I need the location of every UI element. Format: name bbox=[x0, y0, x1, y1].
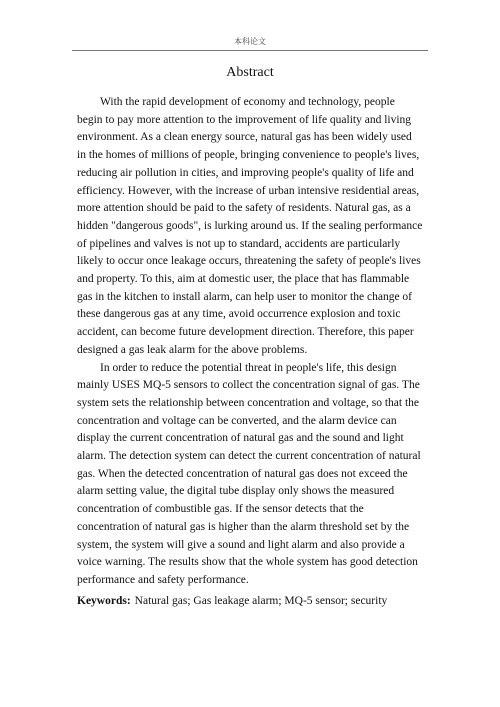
keywords-label: Keywords: bbox=[77, 595, 131, 607]
header-divider bbox=[72, 50, 428, 51]
abstract-paragraph-1: With the rapid development of economy and technology, people begin to pay more attention to the improvement of life quality and living environment. As a clean energy source, natural gas has been widely used in the homes of millions of people, bringing convenience to people's lives, reducing air pollution in cities, and improving people's quality of life and efficiency. However, with the increase of urban intensive residential areas, more attention should be paid to the safety of residents. Natural gas, as a hidden "dangerous goods", is lurking around us. If the sealing performance of pipelines and valves is not up to standard, accidents are particularly likely to occur once leakage occurs, threatening the safety of people's lives and property. To this, aim at domestic user, the place that has flammable gas in the kitchen to install alarm, can help user to monitor the change of these dangerous gas at any time, avoid occurrence explosion and toxic accident, can become future development direction. Therefore, this paper designed a gas leak alarm for the above problems. bbox=[77, 96, 423, 356]
abstract-paragraph-2: In order to reduce the potential threat in people's life, this design mainly USES MQ-5 sensors to collect the concentration signal of gas. The system sets the relationship between concentration and voltage, so that the concentration and voltage can be converted, and the alarm device can display the current concentration of natural gas and the sound and light alarm. The detection system can detect the current concentration of natural gas. When the detected concentration of natural gas does not exceed the alarm setting value, the digital tube display only shows the measured concentration of combustible gas. If the sensor detects that the concentration of natural gas is higher than the alarm threshold set by the system, the system will give a sound and light alarm and also provide a voice warning. The results show that the whole system has good detection performance and safety performance. bbox=[77, 361, 421, 586]
abstract-title: Abstract bbox=[226, 65, 274, 80]
abstract-body bbox=[77, 94, 423, 590]
keywords-text: Natural gas; Gas leakage alarm; MQ-5 sensor; security bbox=[134, 595, 388, 607]
running-header: 本科论文 bbox=[234, 37, 266, 46]
keywords-line bbox=[77, 593, 423, 611]
